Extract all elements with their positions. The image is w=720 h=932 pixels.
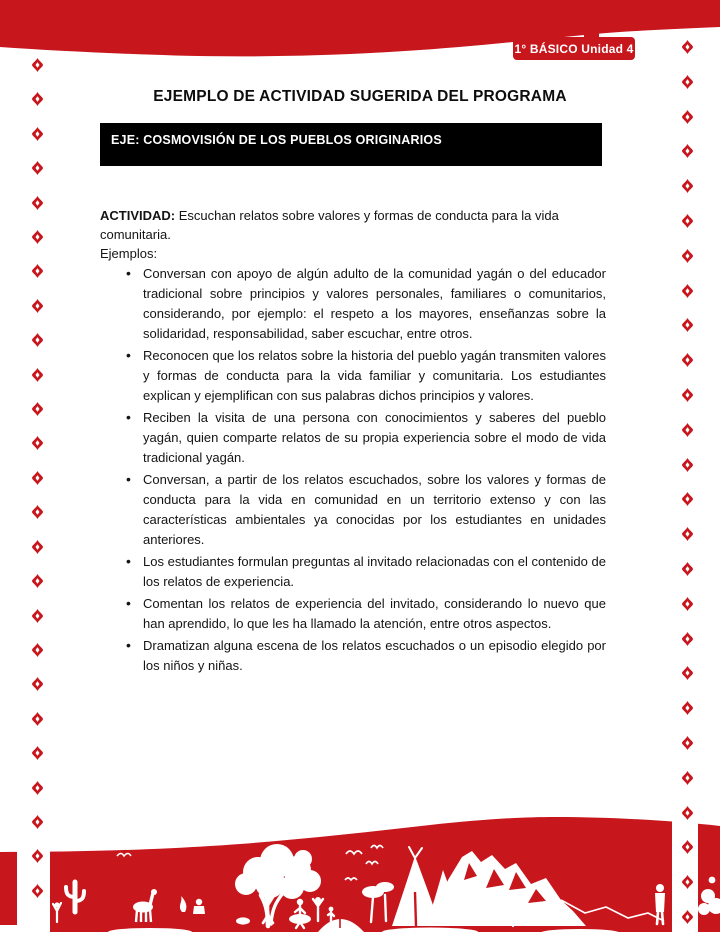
diamond-ornament (32, 127, 43, 141)
diamond-ornament (32, 402, 43, 416)
diamond-ornament (682, 40, 693, 54)
diamond-ornament (682, 179, 693, 193)
diamond-ornament (32, 92, 43, 106)
diamond-ornament (32, 333, 43, 347)
activity-text: Escuchan relatos sobre valores y formas de conducta para la vida comunitaria. (100, 208, 559, 242)
diamond-ornament (682, 75, 693, 89)
example-item: • Conversan con apoyo de algún adulto de la comunidad yagán o del educador tradicional sobre principios y valores personales, familiares o comunitarios, considerando, por ejemplo: el respeto a los mayores, enseñanzas sobre la solidaridad, responsabilidad, saber escuchar, entre otros. (100, 264, 606, 344)
diamond-ornament (682, 840, 693, 854)
diamond-ornament (682, 284, 693, 298)
unit-badge: 1° BÁSICO Unidad 4 (513, 37, 635, 60)
examples-label: Ejemplos: (100, 246, 158, 261)
diamond-ornament (32, 746, 43, 760)
bottom-artwork (0, 800, 720, 932)
diamond-ornament (682, 527, 693, 541)
right-ornament-column (681, 40, 693, 924)
diamond-ornament (32, 781, 43, 795)
diamond-ornament (32, 196, 43, 210)
diamond-ornament (32, 161, 43, 175)
example-item: • Los estudiantes formulan preguntas al invitado relacionadas con el contenido de los relatos de experiencia. (100, 552, 606, 592)
diamond-ornament (32, 609, 43, 623)
left-ornament-column (31, 58, 43, 898)
diamond-ornament (682, 353, 693, 367)
diamond-ornament (32, 643, 43, 657)
diamond-ornament (32, 540, 43, 554)
diamond-ornament (682, 910, 693, 924)
diamond-ornament (682, 249, 693, 263)
diamond-ornament (682, 736, 693, 750)
diamond-ornament (682, 492, 693, 506)
diamond-ornament (682, 144, 693, 158)
diamond-ornament (32, 230, 43, 244)
diamond-ornament (32, 368, 43, 382)
diamond-ornament (32, 436, 43, 450)
example-item: • Dramatizan alguna escena de los relatos escuchados o un episodio elegido por los niños y niñas. (100, 636, 606, 676)
diamond-ornament (682, 875, 693, 889)
diamond-ornament (32, 677, 43, 691)
eje-header-label: EJE: COSMOVISIÓN DE LOS PUEBLOS ORIGINARIOS (111, 133, 442, 147)
diamond-ornament (682, 110, 693, 124)
diamond-ornament (32, 574, 43, 588)
diamond-ornament (682, 597, 693, 611)
diamond-ornament (32, 58, 43, 72)
activity-label: ACTIVIDAD: (100, 208, 176, 223)
example-item: • Comentan los relatos de experiencia del invitado, considerando lo nuevo que han aprendido, lo que les ha llamado la atención, entre otros aspectos. (100, 594, 606, 634)
diamond-ornament (32, 815, 43, 829)
diamond-ornament (682, 701, 693, 715)
diamond-ornament (32, 264, 43, 278)
diamond-ornament (682, 666, 693, 680)
diamond-ornament (32, 299, 43, 313)
left-edge-block (0, 852, 17, 925)
example-item: • Reciben la visita de una persona con conocimientos y saberes del pueblo yagán, quien comparte relatos de su propia experiencia sobre el modo de vida tradicional yagán. (100, 408, 606, 468)
example-item: • Reconocen que los relatos sobre la historia del pueblo yagán transmiten valores y formas de conducta para la vida familiar y comunitaria. Los estudiantes explican y ejemplifican con sus palabras dichos principios y valores. (100, 346, 606, 406)
example-item: • Conversan, a partir de los relatos escuchados, sobre los valores y formas de conducta para la vida en comunidad en un territorio extenso y con las características ambientales ya conocidas por los estudiantes en unidades anteriores. (100, 470, 606, 550)
page-title: EJEMPLO DE ACTIVIDAD SUGERIDA DEL PROGRAMA (153, 88, 567, 105)
eje-header-bar (100, 123, 602, 166)
diamond-ornament (682, 806, 693, 820)
diamond-ornament (682, 214, 693, 228)
diamond-ornament (682, 318, 693, 332)
diamond-ornament (32, 712, 43, 726)
diamond-ornament (682, 388, 693, 402)
diamond-ornament (682, 562, 693, 576)
diamond-ornament (682, 632, 693, 646)
diamond-ornament (682, 423, 693, 437)
diamond-ornament (32, 505, 43, 519)
diamond-ornament (32, 471, 43, 485)
diamond-ornament (32, 884, 43, 898)
diamond-ornament (682, 771, 693, 785)
activity-line (100, 206, 606, 244)
diamond-ornament (682, 458, 693, 472)
examples-list (100, 264, 606, 678)
diamond-ornament (32, 849, 43, 863)
